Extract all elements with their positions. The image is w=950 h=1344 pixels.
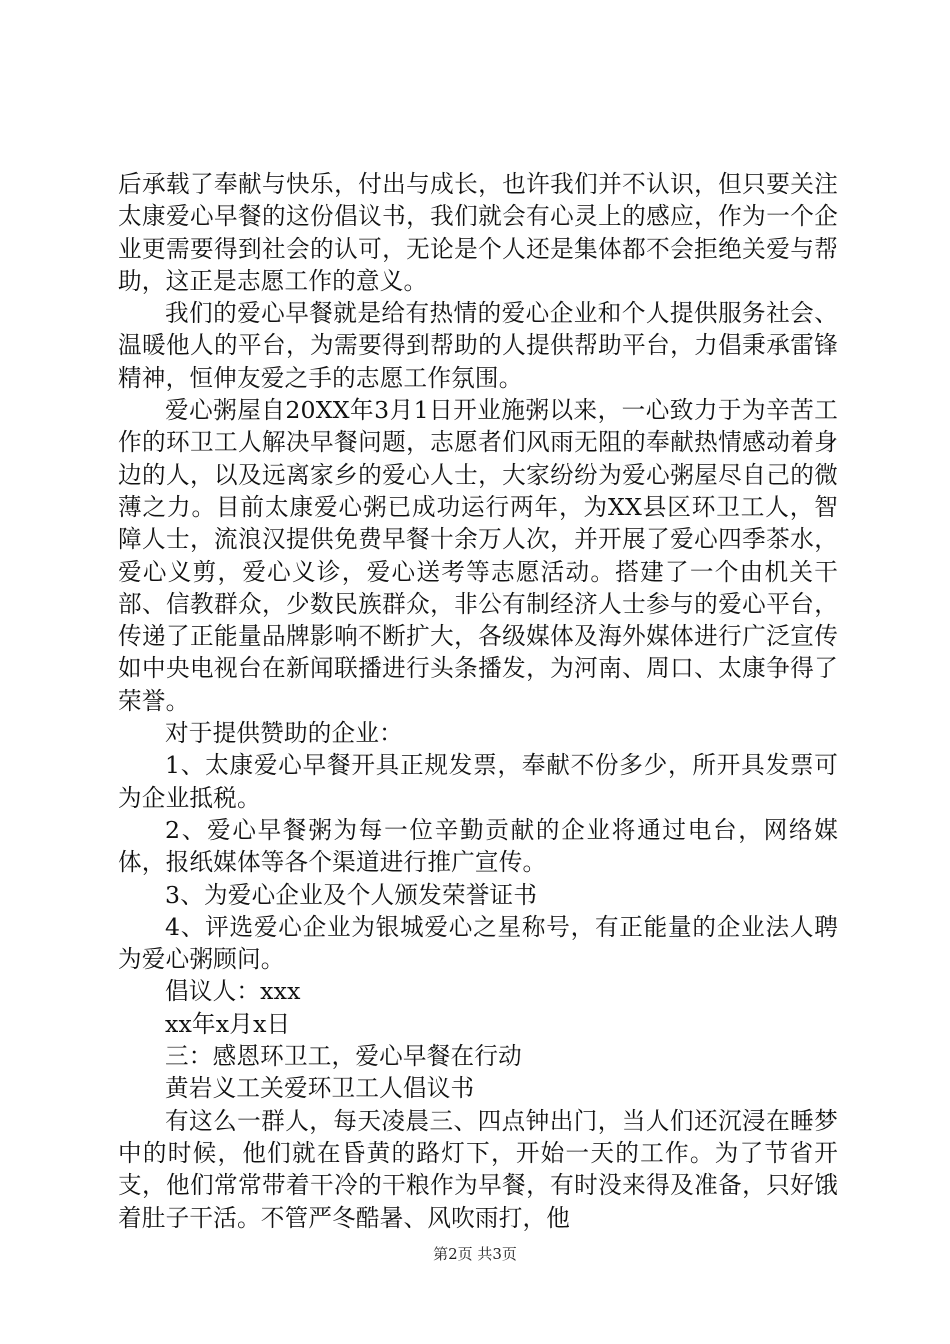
section-heading: 三：感恩环卫工，爱心早餐在行动: [165, 1042, 522, 1071]
paragraph-13: 有这么一群人，每天凌晨三、四点钟出门，当人们还沉浸在睡梦中的时候，他们就在昏黄的路灯下，开始一天的工作。为了节省开支，他们常常带着干冷的干粮作为早餐，有时没来得及准备，只好饿着肚子干活。不管严冬酷暑、风吹雨打，他: [118, 1106, 838, 1232]
paragraph-2: 我们的爱心早餐就是给有热情的爱心企业和个人提供服务社会、温暖他人的平台，为需要得到帮助的人提供帮助平台，力倡秉承雷锋精神，恒伸友爱之手的志愿工作氛围。: [118, 299, 838, 392]
paragraph-7: 3、为爱心企业及个人颁发荣誉证书: [165, 880, 538, 909]
paragraph-4: 对于提供赞助的企业：: [165, 719, 403, 748]
paragraph-1: 后承载了奉献与快乐，付出与成长，也许我们并不认识，但只要关注太康爱心早餐的这份倡议书，我们就会有心灵上的感应，作为一个企业更需要得到社会的认可，无论是个人还是集体都不会拒绝关爱与帮助，这正是志愿工作的意义。: [118, 170, 838, 295]
document-body: [118, 168, 838, 1234]
proposer-line: 倡议人：xxx: [165, 977, 301, 1006]
paragraph-5: 1、太康爱心早餐开具正规发票，奉献不份多少，所开具发票可为企业抵税。: [118, 751, 838, 812]
paragraph-6: 2、爱心早餐粥为每一位辛勤贡献的企业将通过电台，网络媒体，报纸媒体等各个渠道进行推广宣传。: [118, 815, 838, 877]
paragraph-3: 爱心粥屋自20XX年3月1日开业施粥以来，一心致力于为辛苦工作的环卫工人解决早餐问题，志愿者们风雨无阻的奉献热情感动着身边的人，以及远离家乡的爱心人士，大家纷纷为爱心粥屋尽自己的微薄之力。目前太康爱心粥已成功运行两年，为XX县区环卫工人，智障人士，流浪汉提供免费早餐十余万人次，并开展了爱心四季茶水，爱心义剪，爱心义诊，爱心送考等志愿活动。搭建了一个由机关干部、信教群众，少数民族群众，非公有制经济人士参与的爱心平台，传递了正能量品牌影响不断扩大，各级媒体及海外媒体进行广泛宣传如中央电视台在新闻联播进行头条播发，为河南、周口、太康争得了荣誉。: [118, 396, 838, 715]
paragraph-8: 4、评选爱心企业为银城爱心之星称号，有正能量的企业法人聘为爱心粥顾问。: [118, 912, 838, 974]
date-line: xx年x月x日: [165, 1009, 291, 1038]
section-title: 黄岩义工关爱环卫工人倡议书: [165, 1074, 475, 1103]
page-number-footer: 第2页 共3页: [433, 1245, 517, 1263]
